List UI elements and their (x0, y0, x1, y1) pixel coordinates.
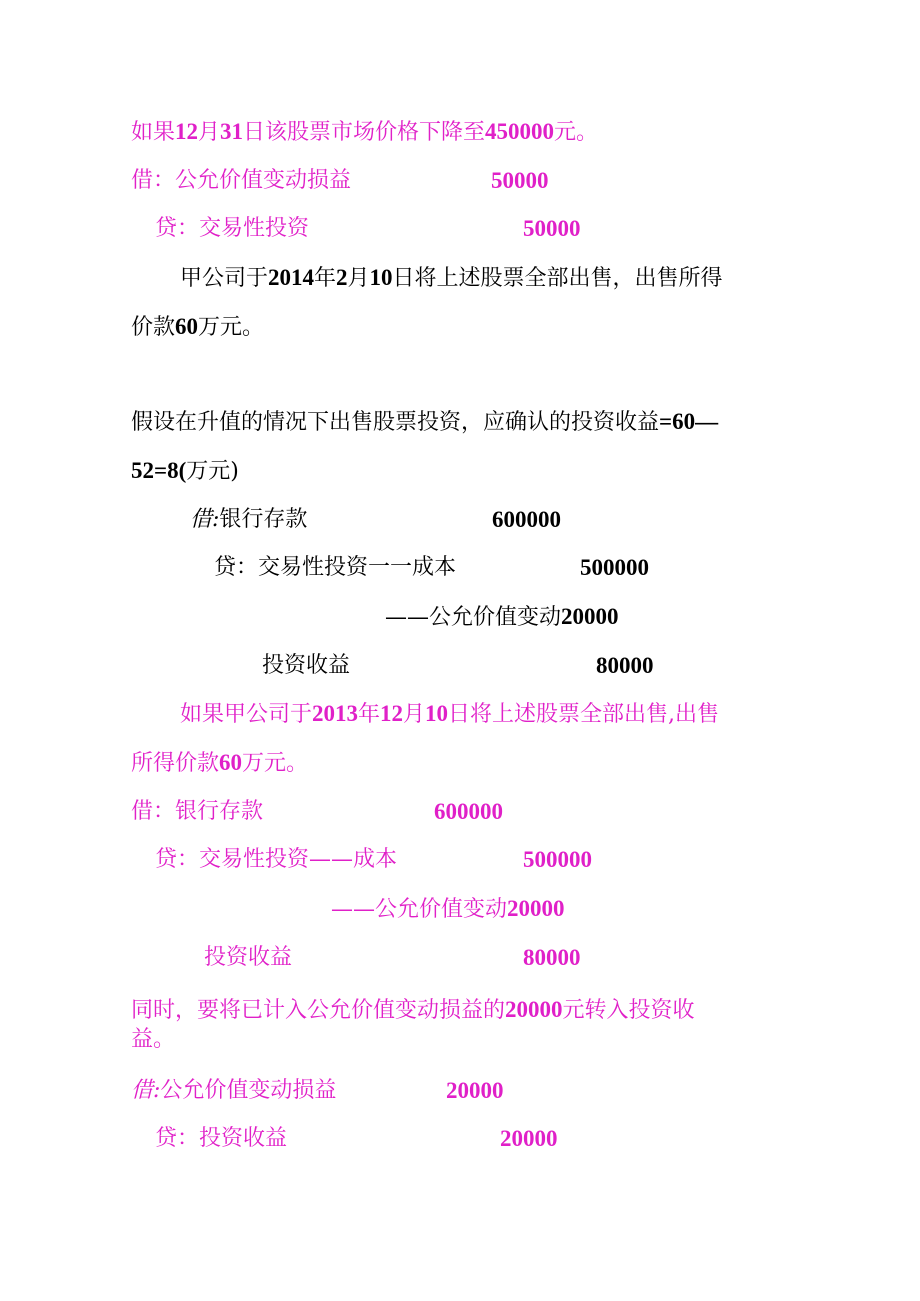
entry2-credit-label: 贷：交易性投资一一成本 (214, 555, 457, 580)
paragraph-sale-2013-line2: 所得价款60万元。 (131, 750, 309, 776)
paragraph-gain-line2: 52=8(万元) (131, 458, 239, 484)
paragraph-transfer-line1: 同时，要将已计入公允价值变动损益的20000元转入投资收 (131, 997, 695, 1023)
entry3-debit-amount: 600000 (434, 799, 503, 824)
entry3-credit2-label: ——公允价值变动20000 (331, 896, 565, 922)
entry1-credit-amount: 50000 (523, 216, 581, 241)
entry1-credit-label: 贷：交易性投资 (155, 216, 310, 241)
entry2-credit2-label: ——公允价值变动20000 (385, 604, 619, 630)
entry2-credit-amount: 500000 (580, 555, 649, 580)
entry4-debit-label: 借:公允价值变动损益 (131, 1078, 337, 1103)
entry3-credit-amount: 500000 (523, 847, 592, 872)
entry4-debit-amount: 20000 (446, 1078, 504, 1103)
entry2-debit-amount: 600000 (492, 507, 561, 532)
entry4-credit-label: 贷：投资收益 (155, 1126, 288, 1151)
entry2-credit3-amount: 80000 (596, 653, 654, 678)
paragraph-sale-2014-line1: 甲公司于2014年2月10日将上述股票全部出售，出售所得 (180, 265, 723, 291)
paragraph-sale-2014-line2: 价款60万元。 (131, 314, 265, 340)
entry3-credit-label: 贷：交易性投资——成本 (155, 847, 398, 872)
entry4-credit-amount: 20000 (500, 1126, 558, 1151)
entry2-debit-label: 借:银行存款 (190, 507, 308, 532)
entry1-debit-label: 借：公允价值变动损益 (131, 168, 352, 193)
entry1-debit-amount: 50000 (491, 168, 549, 193)
paragraph-gain-line1: 假设在升值的情况下出售股票投资，应确认的投资收益=60— (131, 409, 719, 435)
entry3-credit3-amount: 80000 (523, 945, 581, 970)
paragraph-transfer-line2: 益。 (131, 1027, 176, 1052)
paragraph-sale-2013-line1: 如果甲公司于2013年12月10日将上述股票全部出售,出售 (180, 701, 720, 727)
paragraph-price-drop: 如果12月31日该股票市场价格下降至450000元。 (131, 119, 599, 145)
entry2-credit3-label: 投资收益 (262, 653, 351, 678)
entry3-debit-label: 借：银行存款 (131, 799, 264, 824)
entry3-credit3-label: 投资收益 (204, 945, 293, 970)
